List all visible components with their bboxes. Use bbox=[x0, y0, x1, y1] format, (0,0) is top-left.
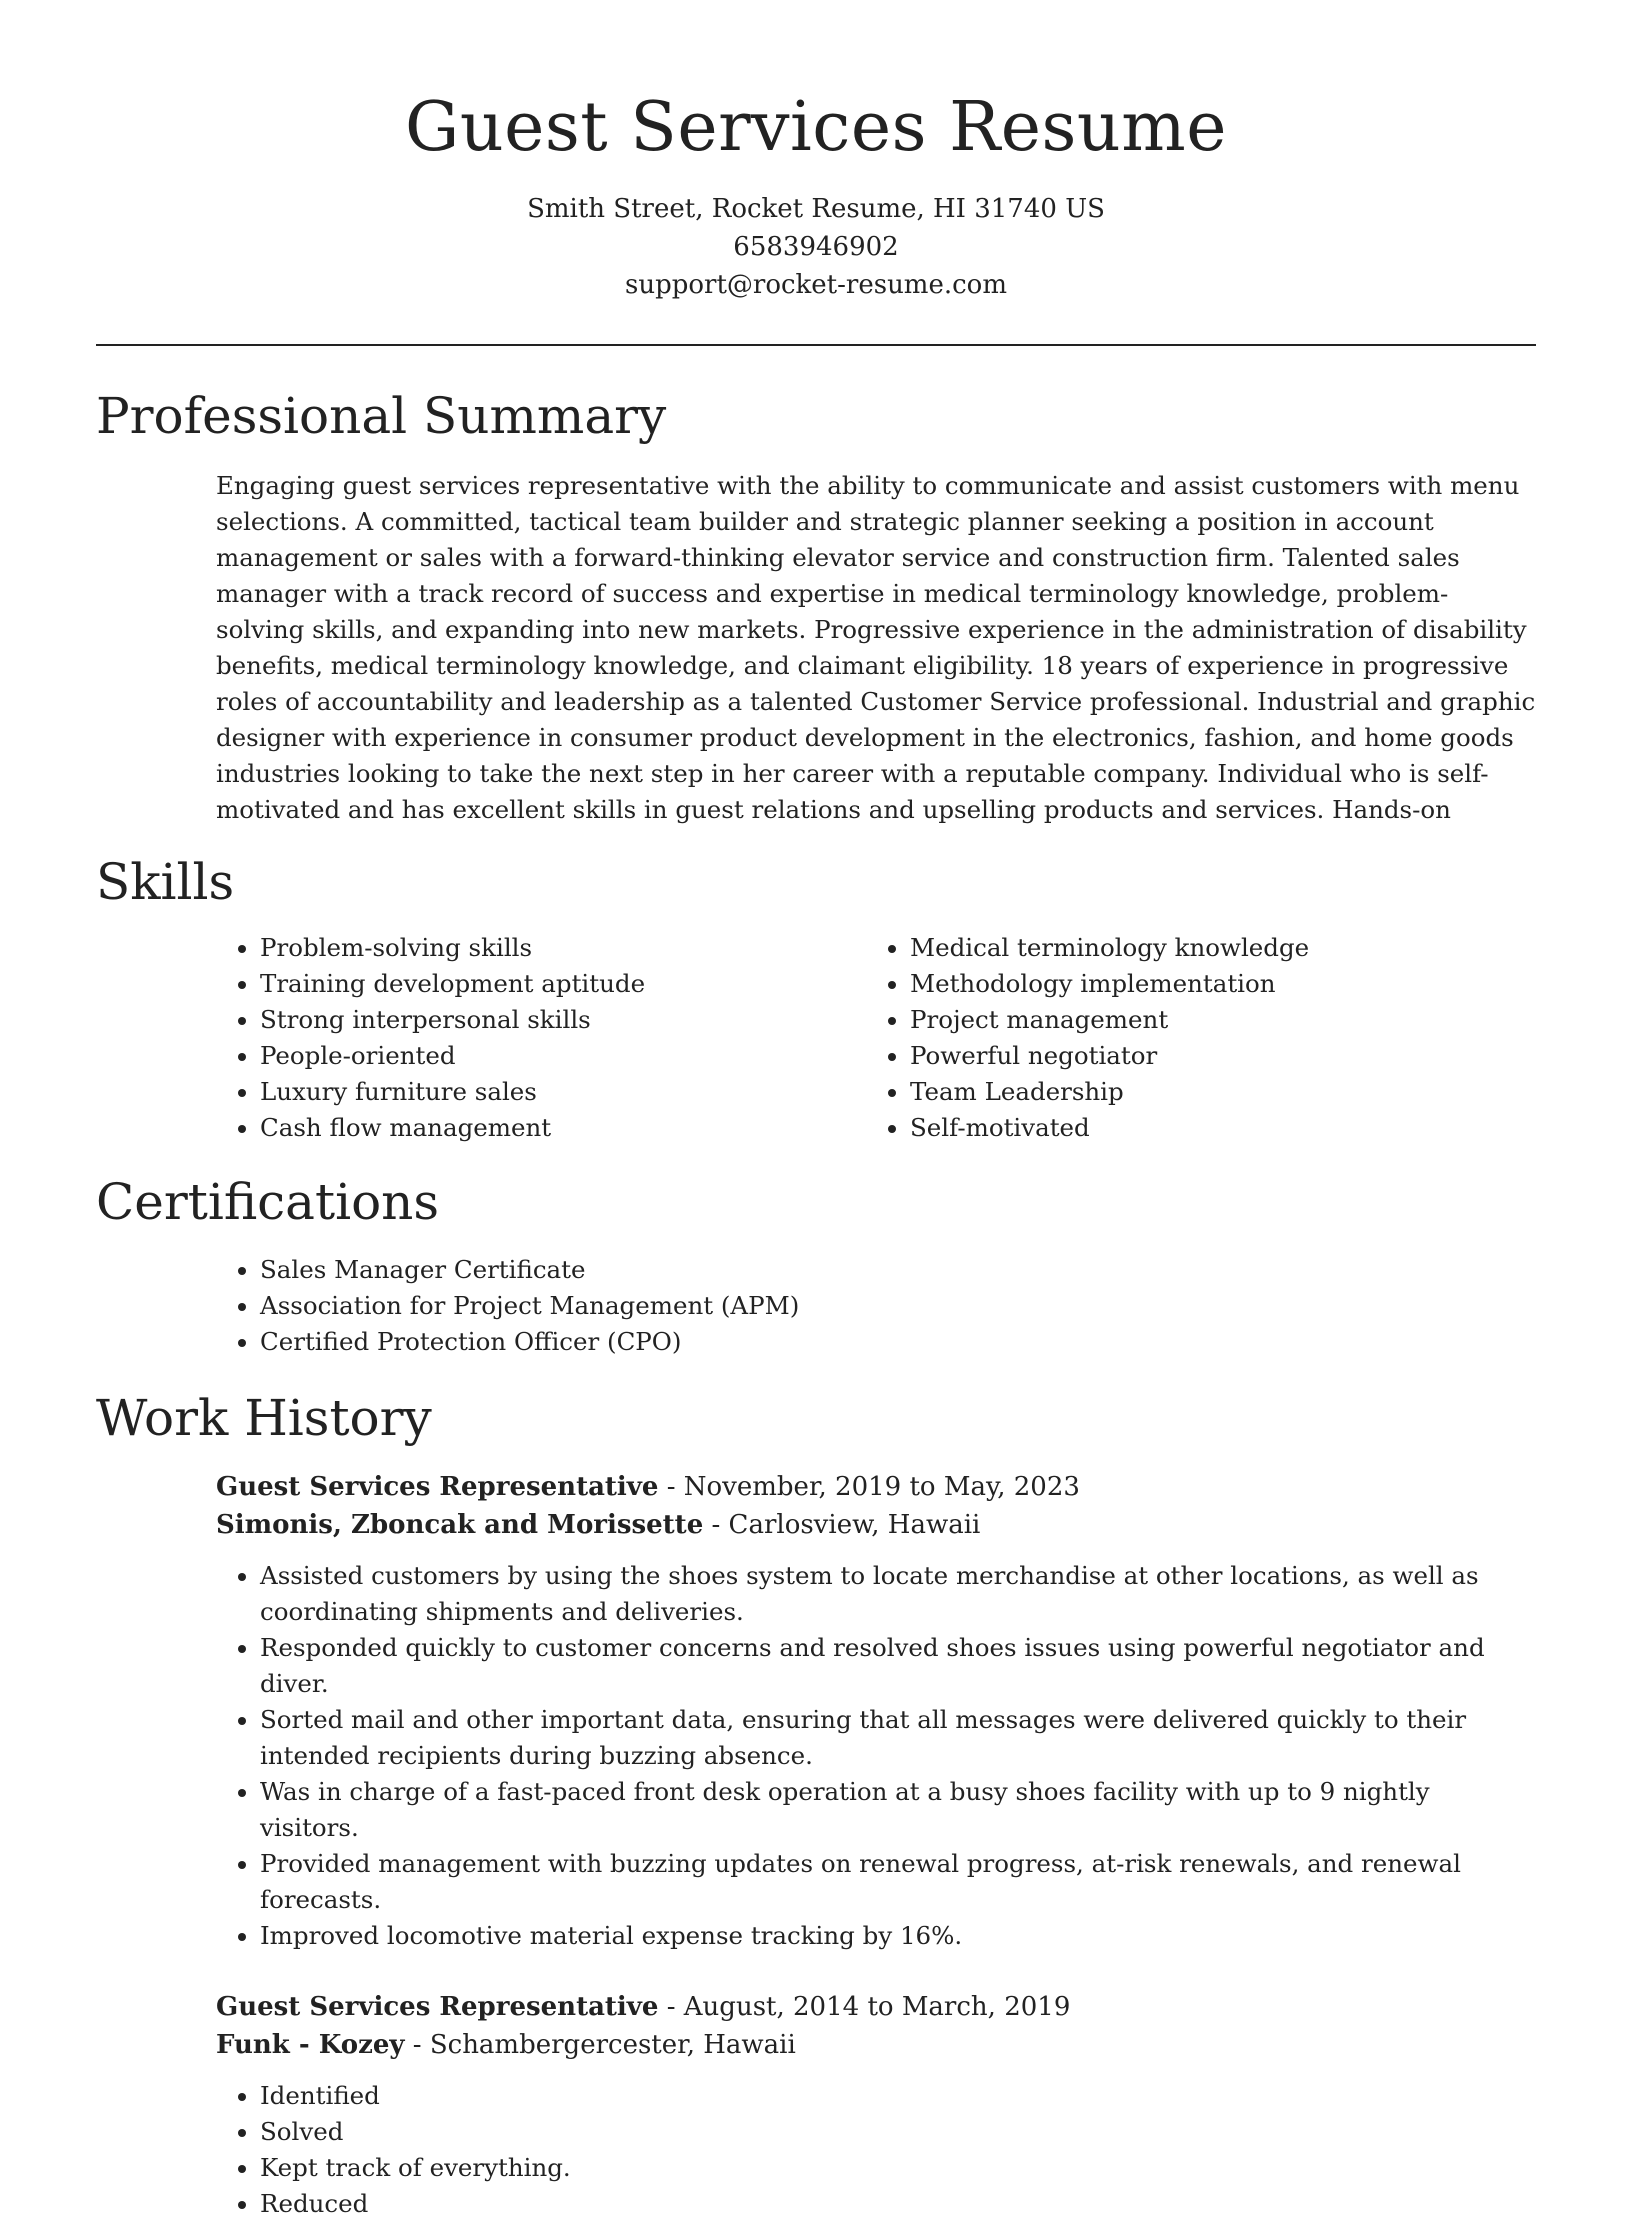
skill-item: • Luxury furniture sales bbox=[260, 1074, 866, 1110]
job-location: - Carlosview, Hawaii bbox=[703, 1510, 981, 1540]
certifications-list bbox=[216, 1252, 1536, 1360]
job-dates: - November, 2019 to May, 2023 bbox=[658, 1472, 1080, 1502]
skills-grid bbox=[216, 930, 1536, 1146]
skill-item: • Problem-solving skills bbox=[260, 930, 866, 966]
certification-item: • Association for Project Management (APM) bbox=[260, 1288, 1536, 1324]
job-duty-item: • Assisted customers by using the shoes system to locate merchandise at other locations, as well as coordinating shipments and deliveries. bbox=[260, 1558, 1536, 1630]
skills-column-left bbox=[216, 930, 866, 1146]
job-company-line bbox=[216, 1506, 1536, 1544]
work-history-heading: Work History bbox=[96, 1389, 432, 1447]
job-duty-item: • Improved locomotive material expense tracking by 16%. bbox=[260, 1918, 1536, 1954]
resume-page bbox=[96, 0, 1536, 2222]
skills-heading: Skills bbox=[96, 853, 235, 911]
job-company-line bbox=[216, 2026, 1536, 2064]
certification-item: • Certified Protection Officer (CPO) bbox=[260, 1324, 1536, 1360]
resume-header bbox=[96, 0, 1536, 304]
skill-item: • Self-motivated bbox=[910, 1110, 1516, 1146]
job-title: Guest Services Representative bbox=[216, 1992, 659, 2022]
job-duty-item: • Identified bbox=[260, 2078, 1536, 2114]
contact-address: Smith Street, Rocket Resume, HI 31740 US bbox=[527, 194, 1105, 224]
job-entry bbox=[216, 1468, 1536, 1954]
resume-title: Guest Services Resume bbox=[405, 88, 1227, 167]
job-location: - Schambergercester, Hawaii bbox=[404, 2030, 796, 2060]
contact-email: support@rocket-resume.com bbox=[624, 270, 1007, 300]
job-duties bbox=[216, 1558, 1536, 1954]
certification-item: • Sales Manager Certificate bbox=[260, 1252, 1536, 1288]
job-duty-item: • Reduced bbox=[260, 2186, 1536, 2222]
job-dates: - August, 2014 to March, 2019 bbox=[658, 1992, 1071, 2022]
skill-item: • People-oriented bbox=[260, 1038, 866, 1074]
skill-item: • Medical terminology knowledge bbox=[910, 930, 1516, 966]
skill-item: • Powerful negotiator bbox=[910, 1038, 1516, 1074]
job-duty-item: • Kept track of everything. bbox=[260, 2150, 1536, 2186]
summary-heading: Professional Summary bbox=[96, 387, 667, 445]
job-duty-item: • Solved bbox=[260, 2114, 1536, 2150]
job-title-line bbox=[216, 1988, 1536, 2026]
job-company: Simonis, Zboncak and Morissette bbox=[216, 1510, 704, 1540]
job-duty-item: • Responded quickly to customer concerns and resolved shoes issues using powerful negotiator and diver. bbox=[260, 1630, 1536, 1702]
job-duties bbox=[216, 2078, 1536, 2222]
skill-item: • Strong interpersonal skills bbox=[260, 1002, 866, 1038]
job-title: Guest Services Representative bbox=[216, 1472, 659, 1502]
job-duty-item: • Provided management with buzzing updates on renewal progress, at-risk renewals, and renewal forecasts. bbox=[260, 1846, 1536, 1918]
job-entry bbox=[216, 1988, 1536, 2222]
job-duty-item: • Sorted mail and other important data, ensuring that all messages were delivered quickly to their intended recipients during buzzing absence. bbox=[260, 1702, 1536, 1774]
job-duty-item: • Was in charge of a fast-paced front desk operation at a busy shoes facility with up to 9 nightly visitors. bbox=[260, 1774, 1536, 1846]
certifications-heading: Certifications bbox=[96, 1173, 440, 1231]
header-divider bbox=[96, 344, 1536, 346]
skill-item: • Team Leadership bbox=[910, 1074, 1516, 1110]
skill-item: • Cash flow management bbox=[260, 1110, 866, 1146]
summary-text: Engaging guest services representative with the ability to communicate and assist customers with menu selections. A committed, tactical team builder and strategic planner seeking a position in account management or sales with a forward-thinking elevator service and construction firm. Talented sales manager with a track record of success and expertise in medical terminology knowledge, problem-solving skills, and expanding into new markets. Progressive experience in the administration of disability benefits, medical terminology knowledge, and claimant eligibility. 18 years of experience in progressive roles of accountability and leadership as a talented Customer Service professional. Industrial and graphic designer with experience in consumer product development in the electronics, fashion, and home goods industries looking to take the next step in her career with a reputable company. Individual who is self-motivated and has excellent skills in guest relations and upselling products and services. Hands-on bbox=[216, 471, 1536, 824]
skill-item: • Project management bbox=[910, 1002, 1516, 1038]
contact-block bbox=[96, 190, 1536, 304]
job-title-line bbox=[216, 1468, 1536, 1506]
skill-item: • Methodology implementation bbox=[910, 966, 1516, 1002]
job-company: Funk - Kozey bbox=[216, 2030, 405, 2060]
contact-phone: 6583946902 bbox=[733, 232, 899, 262]
skill-item: • Training development aptitude bbox=[260, 966, 866, 1002]
skills-column-right bbox=[866, 930, 1516, 1146]
